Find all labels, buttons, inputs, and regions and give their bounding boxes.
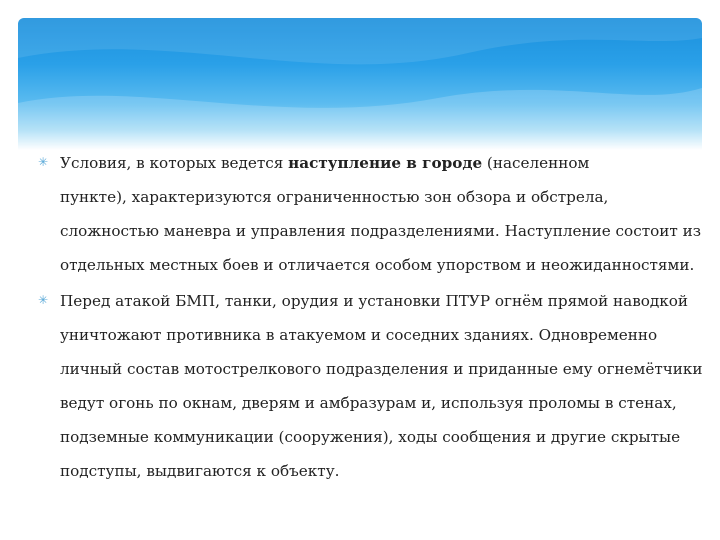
text-line: отдельных местных боев и отличается особом упорством и неожиданностями. <box>60 256 695 274</box>
bullet-item <box>38 146 702 282</box>
header-banner <box>18 18 702 150</box>
text-line: ведут огонь по окнам, дверям и амбразурам и, используя проломы в стенах, <box>60 394 677 412</box>
bullet-item <box>38 284 703 488</box>
text-line <box>60 146 678 180</box>
bold-text: наступление в городе <box>288 154 483 172</box>
text-line: личный состав мотострелкового подразделения и приданные ему огнемётчики <box>60 360 703 378</box>
text-line: уничтожают противника в атакуемом и соседних зданиях. Одновременно <box>60 326 658 344</box>
text-line: сложностью маневра и управления подразделениями. Наступление состоит из <box>60 222 702 240</box>
text-line: подступы, выдвигаются к объекту. <box>60 462 340 480</box>
asterisk-bullet-icon: ✳ <box>38 155 49 169</box>
text-line: пункте), характеризуются ограниченностью зон обзора и обстрела, <box>60 188 609 206</box>
text-segment: Условия, в которых ведется <box>60 154 289 172</box>
wave-decoration <box>18 18 702 150</box>
text-line: подземные коммуникации (сооружения), ходы сообщения и другие скрытые <box>60 428 681 446</box>
bullet-list <box>38 146 703 490</box>
text-segment: (населенном <box>482 154 590 172</box>
asterisk-bullet-icon: ✳ <box>38 293 49 307</box>
text-line: Перед атакой БМП, танки, орудия и установки ПТУР огнём прямой наводкой <box>60 292 689 310</box>
